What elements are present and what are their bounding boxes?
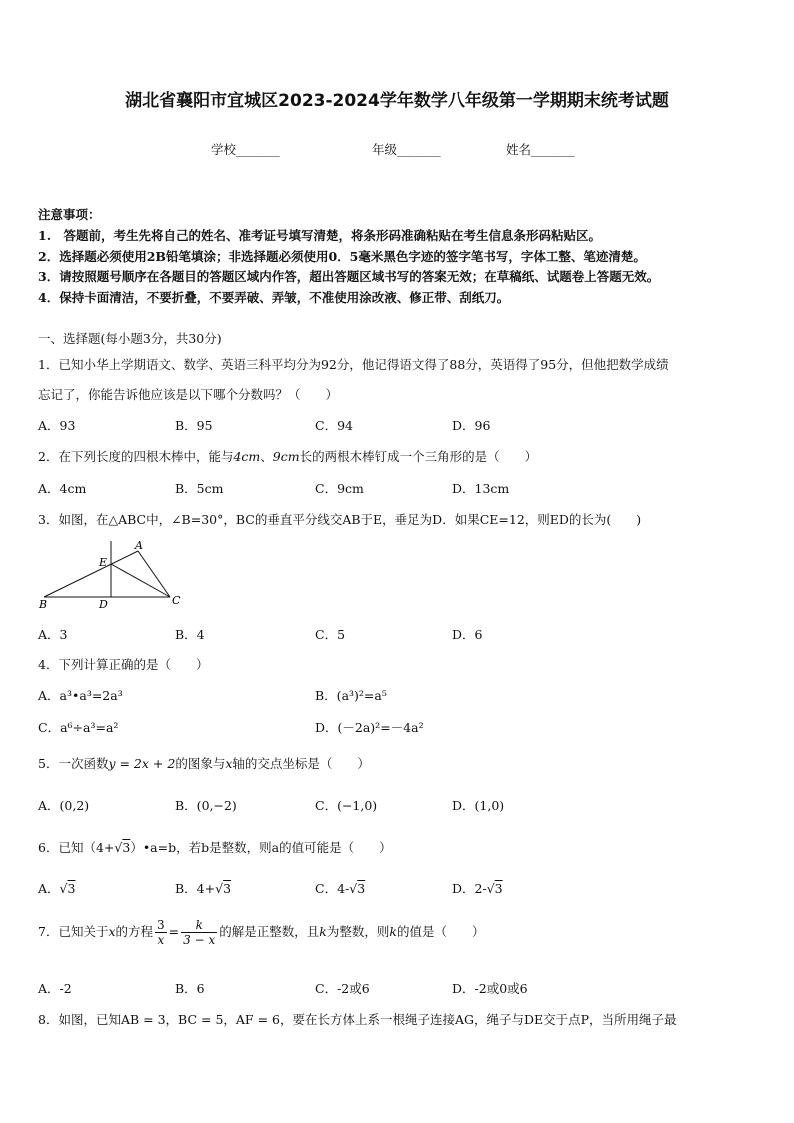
q6-stem-b: ）•a=b，若b是整数，则a的值可能是（ ）: [130, 840, 392, 855]
q2-separator: 、: [260, 449, 273, 464]
q6-b-prefix: B．4+: [175, 881, 216, 896]
q2-stem-b: 长的两根木棒钉成一个三角形的是（ ）: [299, 449, 538, 464]
radical-sign: √: [349, 881, 358, 896]
q6-d-radicand: 3: [494, 881, 503, 896]
q7-stem-a: 7．已知关于: [38, 924, 109, 939]
q3-option-d: D．6: [452, 627, 483, 642]
q5-option-a: A．(0,2): [38, 798, 90, 813]
triangle-figure: [38, 536, 188, 612]
q2-stem-a: 2．在下列长度的四根木棒中，能与: [38, 449, 234, 464]
question-2: [38, 447, 537, 465]
radical-sign: √: [215, 881, 224, 896]
q2-option-d: D．13cm: [452, 481, 510, 496]
question-3: 3．如图，在△ABC中，∠B=30°，BC的垂直平分线交AB于E，垂足为D．如果CE=12，则ED的长为( ): [38, 512, 642, 527]
q6-c-radicand: 3: [357, 881, 366, 896]
label-d: D: [99, 598, 108, 611]
q7-fraction-right: [181, 918, 217, 947]
segment-ec: [111, 564, 170, 597]
q5-option-d: D．(1,0): [452, 798, 505, 813]
q6-d-prefix: D．2-: [452, 881, 487, 896]
label-a: A: [135, 539, 143, 552]
school-field: 学校_______: [211, 142, 280, 157]
notice-item-3: 3．请按照题号顺序在各题目的答题区域内作答，超出答题区域书写的答案无效；在草稿纸、试题卷上答题无效。: [38, 269, 660, 284]
q3-option-c: C．5: [315, 627, 346, 642]
q5-option-c: C．(−1,0): [315, 798, 378, 813]
q4-option-d: D．(－2a)²=－4a²: [315, 720, 424, 735]
radical-sign: √: [114, 840, 123, 855]
q7-f2-numerator: k: [181, 918, 217, 933]
name-field: 姓名_______: [506, 142, 575, 157]
notice-item-1: 1. 答题前，考生先将自己的姓名、准考证号填写清楚，将条形码准确粘贴在考生信息条形码粘贴区。: [38, 228, 602, 243]
q1-option-b: B．95: [175, 418, 213, 433]
q7-stem-e: 的值是（ ）: [396, 924, 485, 939]
q5-stem-c: 轴的交点坐标是（ ）: [232, 756, 370, 771]
question-1-line-1: 1．已知小华上学期语文、数学、英语三科平均分为92分，他记得语文得了88分，英语得了95分，但他把数学成绩: [38, 357, 669, 372]
q7-stem-d: 为整数，则: [326, 924, 390, 939]
segment-ac: [138, 551, 170, 597]
section-heading: 一、选择题(每小题3分，共30分): [38, 331, 222, 346]
q3-option-a: A．3: [38, 627, 68, 642]
q7-var-k-2: k: [389, 924, 397, 939]
q7-option-d: D．-2或0或6: [452, 981, 528, 996]
q7-stem-c: 的解是正整数，且: [219, 924, 320, 939]
label-b: B: [39, 598, 48, 611]
q2-option-c: C．9cm: [315, 481, 364, 496]
q4-option-c: C．a⁶÷a³=a²: [38, 720, 119, 735]
notice-item-2: 2．选择题必须使用2B铅笔填涂；非选择题必须使用0．5毫米黑色字迹的签字笔书写，字体工整、笔迹清楚。: [38, 249, 646, 264]
radical-sign: √: [59, 881, 68, 896]
label-c: C: [172, 594, 181, 607]
q5-axis-var: x: [225, 756, 233, 771]
q5-stem-a: 5．一次函数: [38, 756, 109, 771]
question-7: [38, 918, 484, 947]
q7-f1-denominator: x: [157, 933, 165, 947]
question-5: [38, 754, 370, 772]
question-6: [38, 838, 392, 856]
q7-equals: =: [168, 924, 180, 939]
q5-stem-b: 的图象与: [175, 756, 226, 771]
q5-option-b: B．(0,−2): [175, 798, 237, 813]
q7-var-x: x: [108, 924, 116, 939]
q6-option-b: [175, 879, 231, 897]
question-1-line-2: 忘记了，你能告诉他应该是以下哪个分数吗？（ ）: [38, 387, 339, 402]
question-4: 4．下列计算正确的是（ ）: [38, 657, 209, 672]
q6-a-radicand: 3: [67, 881, 76, 896]
q7-var-k: k: [319, 924, 327, 939]
q7-fraction-left: [155, 918, 167, 947]
question-8: 8．如图，已知AB = 3，BC = 5，AF = 6，要在长方体上系一根绳子连接AG，绳子与DE交于点P，当所用绳子最: [38, 1012, 677, 1027]
q3-option-b: B．4: [175, 627, 205, 642]
q7-option-c: C．-2或6: [315, 981, 370, 996]
q7-option-b: B．6: [175, 981, 205, 996]
grade-field: 年级_______: [372, 142, 441, 157]
q6-option-d: [452, 879, 503, 897]
q2-option-a: A．4cm: [38, 481, 87, 496]
q6-a-prefix: A．: [38, 881, 60, 896]
q7-f1-numerator: 3: [157, 918, 165, 932]
radical-sign: √: [486, 881, 495, 896]
q6-option-c: [315, 879, 365, 897]
q2-length-2: 9cm: [272, 449, 300, 464]
q4-option-a: A．a³•a³=2a³: [38, 688, 123, 703]
segment-ba: [44, 551, 138, 597]
q5-function: y = 2x + 2: [108, 756, 176, 771]
q6-b-radicand: 3: [223, 881, 232, 896]
q6-option-a: [38, 879, 75, 897]
q7-stem-b: 的方程: [115, 924, 154, 939]
q6-c-prefix: C．4-: [315, 881, 350, 896]
notice-item-4: 4．保持卡面清洁，不要折叠，不要弄破、弄皱，不准使用涂改液、修正带、刮纸刀。: [38, 290, 510, 305]
q7-option-a: A．-2: [38, 981, 72, 996]
q1-option-a: A．93: [38, 418, 76, 433]
q1-option-d: D．96: [452, 418, 491, 433]
q7-f2-denominator: 3 − x: [183, 933, 216, 947]
q4-option-b: B．(a³)²=a⁵: [315, 688, 387, 703]
q6-stem-a: 6．已知（4+: [38, 840, 115, 855]
q1-option-c: C．94: [315, 418, 353, 433]
q2-option-b: B．5cm: [175, 481, 224, 496]
page-title: 湖北省襄阳市宜城区2023-2024学年数学八年级第一学期期末统考试题: [125, 91, 669, 111]
q6-radicand: 3: [122, 840, 131, 855]
q2-length-1: 4cm: [233, 449, 261, 464]
label-e: E: [99, 556, 108, 569]
notice-heading: 注意事项：: [38, 207, 101, 222]
